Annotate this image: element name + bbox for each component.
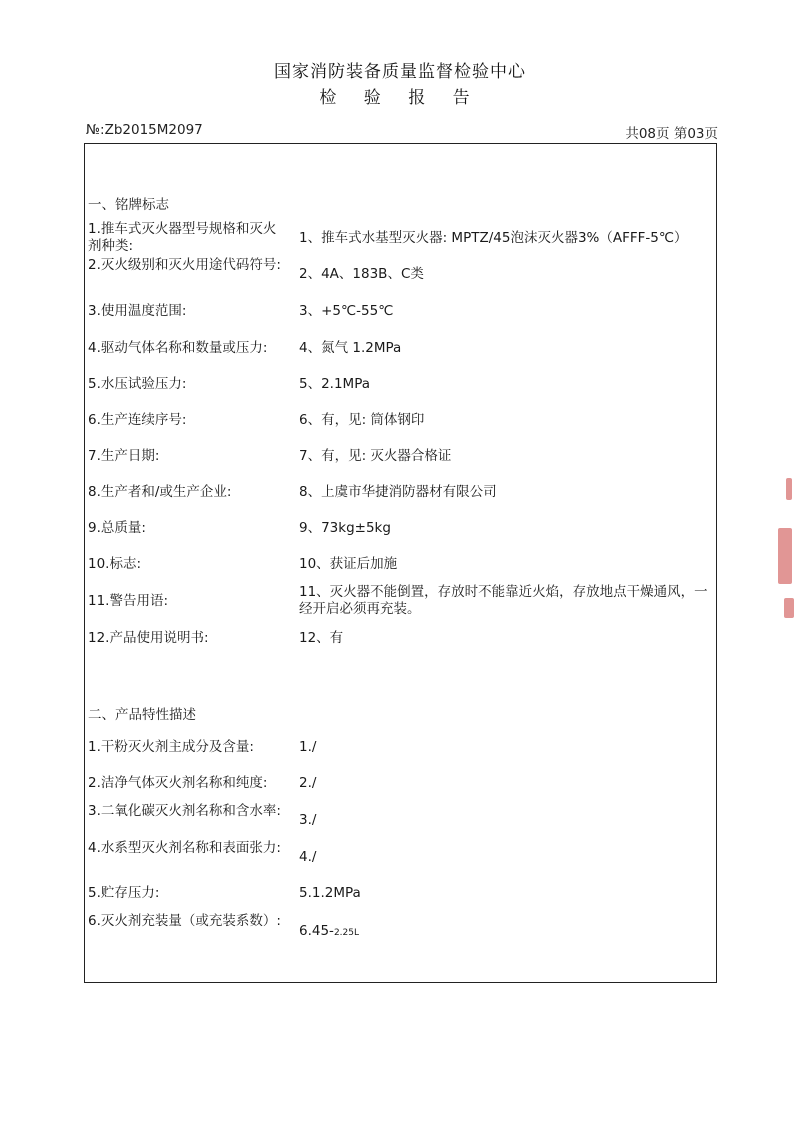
row-label: 4.水系型灭火剂名称和表面张力: xyxy=(88,840,281,856)
section2-title: 二、产品特性描述 xyxy=(88,707,196,723)
row-value: 8、上虞市华捷消防器材有限公司 xyxy=(299,484,497,500)
report-number: №:Zb2015M2097 xyxy=(86,122,203,138)
row-label: 3.使用温度范围: xyxy=(88,303,187,319)
report-title: 检 验 报 告 xyxy=(319,88,481,108)
row-label: 10.标志: xyxy=(88,556,142,572)
row-label: 3.二氧化碳灭火剂名称和含水率: xyxy=(88,803,281,819)
page-info: 共08页 第03页 xyxy=(625,126,718,142)
section1-title: 一、铭牌标志 xyxy=(88,197,169,213)
seal-stamp-fragment xyxy=(784,598,794,618)
row-value: 4、氮气 1.2MPa xyxy=(299,340,402,356)
row-label: 11.警告用语: xyxy=(88,593,169,609)
row-value: 10、获证后加施 xyxy=(299,556,398,572)
org-name: 国家消防装备质量监督检验中心 xyxy=(274,62,526,82)
row-value: 5、2.1MPa xyxy=(299,376,371,392)
row-label: 12.产品使用说明书: xyxy=(88,630,209,646)
row-label: 1.干粉灭火剂主成分及含量: xyxy=(88,739,254,755)
row-label: 5.水压试验压力: xyxy=(88,376,187,392)
row-value: 2、4A、183B、C类 xyxy=(299,266,424,282)
row-value: 12、有 xyxy=(299,630,344,646)
row-label: 7.生产日期: xyxy=(88,448,160,464)
row-value: 11、灭火器不能倒置，存放时不能靠近火焰，存放地点干燥通风，一经开启必须再充装。 xyxy=(299,584,708,617)
seal-stamp-fragment xyxy=(786,478,792,500)
row-value: 6、有，见: 筒体钢印 xyxy=(299,412,425,428)
seal-stamp-fragment xyxy=(778,528,792,584)
row-value: 5.1.2MPa xyxy=(299,885,361,901)
row-label: 8.生产者和/或生产企业: xyxy=(88,484,232,500)
row-value: 9、73kg±5kg xyxy=(299,520,391,536)
row-label: 6.生产连续序号: xyxy=(88,412,187,428)
row-value: 4./ xyxy=(299,849,317,865)
row-label: 2.灭火级别和灭火用途代码符号: xyxy=(88,257,281,273)
fill-value: 6.45- xyxy=(299,923,334,939)
row-label: 5.贮存压力: xyxy=(88,885,160,901)
row-value: 2./ xyxy=(299,775,317,791)
fill-value-handwritten: 2.25L xyxy=(333,928,359,938)
row-label: 1.推车式灭火器型号规格和灭火剂种类: xyxy=(88,221,277,254)
row-label: 9.总质量: xyxy=(88,520,146,536)
row-value: 3./ xyxy=(299,812,317,828)
row-value: 1./ xyxy=(299,739,317,755)
row-value: 1、推车式水基型灭火器: MPTZ/45泡沫灭火器3%（AFFF-5℃） xyxy=(299,230,688,246)
row-label: 4.驱动气体名称和数量或压力: xyxy=(88,340,268,356)
row-value: 7、有，见: 灭火器合格证 xyxy=(299,448,452,464)
row-label: 6.灭火剂充装量（或充装系数）: xyxy=(88,913,281,929)
row-value xyxy=(299,923,709,942)
row-value: 3、+5℃-55℃ xyxy=(299,303,394,319)
row-label: 2.洁净气体灭火剂名称和纯度: xyxy=(88,775,268,791)
